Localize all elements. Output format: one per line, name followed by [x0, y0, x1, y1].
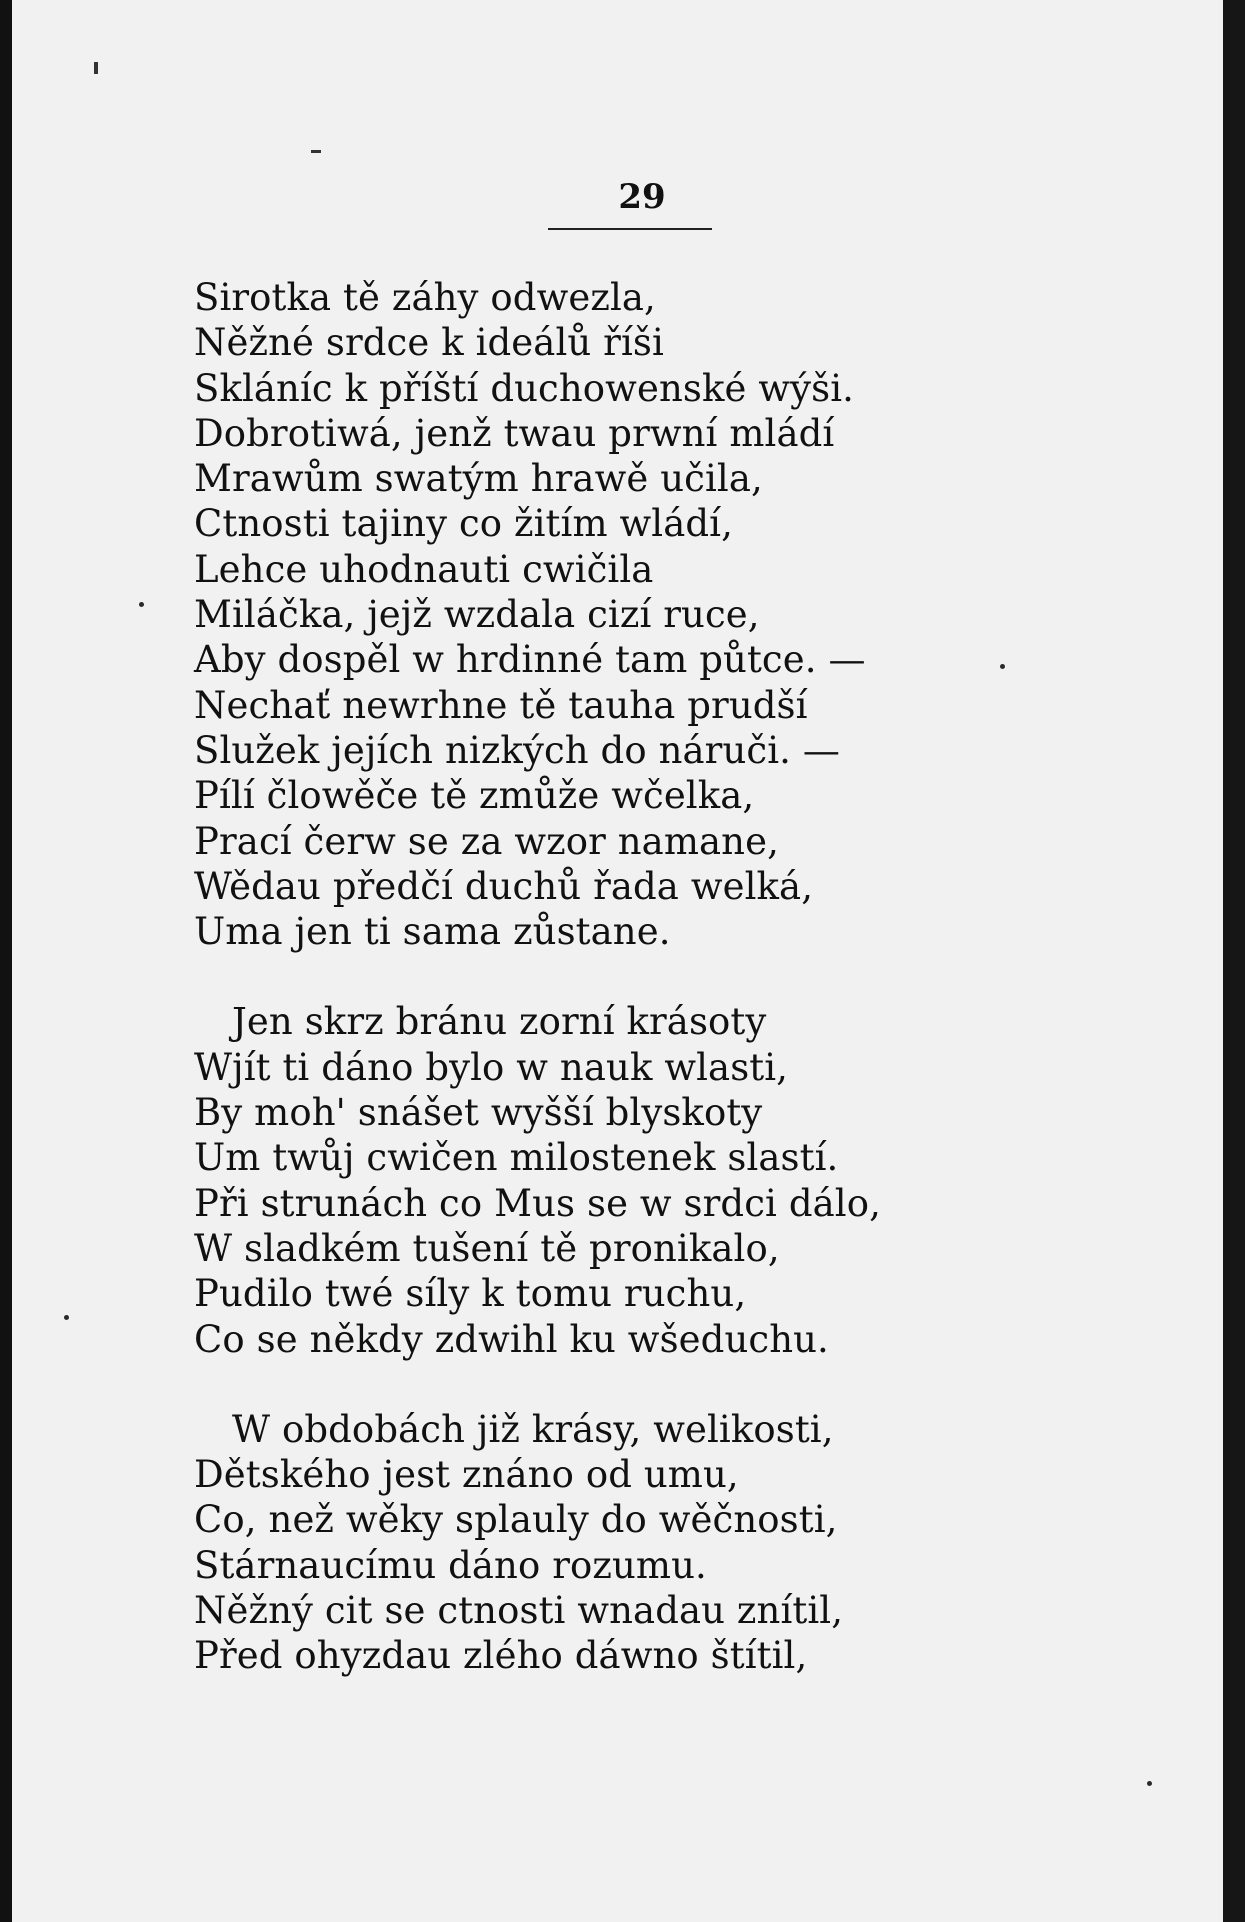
scan-mark	[94, 62, 98, 74]
poem-line: Mrawům swatým hrawě učila,	[194, 457, 763, 501]
poem-line: Dobrotiwá, jenž twau prwní mládí	[194, 411, 835, 455]
poem-line: W sladkém tušení tě pronikalo,	[194, 1226, 780, 1270]
stanza-3	[194, 1407, 1014, 1679]
poem-line: Co se někdy zdwihl ku wšeduchu.	[194, 1317, 829, 1361]
scan-mark	[311, 150, 321, 153]
poem-line: Wjít ti dáno bylo w nauk wlasti,	[194, 1045, 789, 1089]
poem-line: Miláčka, jejž wzdala cizí ruce,	[194, 593, 760, 637]
document-page	[12, 0, 1223, 1922]
scan-dot	[64, 1315, 69, 1320]
poem-line: Nechať newrhne tě tauha prudší	[194, 683, 808, 727]
poem-line: By moh' snášet wyšší blyskoty	[194, 1091, 763, 1135]
page-number: 29	[618, 177, 666, 217]
poem-line: Lehce uhodnauti cwičila	[194, 547, 654, 591]
poem-line: Wědau předčí duchů řada welká,	[194, 864, 814, 908]
poem-line: Uma jen ti sama zůstane.	[194, 910, 671, 954]
poem-line: Služek jejích nizkých do náruči. —	[194, 728, 840, 772]
poem-line: Něžné srdce k ideálů říši	[194, 321, 664, 365]
poem-line: Před ohyzdau zlého dáwno štítil,	[194, 1634, 808, 1678]
stanza-1	[194, 275, 1014, 954]
scan-dot	[1147, 1781, 1152, 1786]
poem-line: Prací čerw se za wzor namane,	[194, 819, 779, 863]
poem-line: Při strunách co Mus se w srdci dálo,	[194, 1181, 881, 1225]
poem-line: Dětského jest znáno od umu,	[194, 1453, 739, 1497]
left-scan-edge	[0, 0, 12, 1922]
poem-line: Pudilo twé síly k tomu ruchu,	[194, 1272, 747, 1316]
stanza-2	[194, 999, 1014, 1361]
scan-dot	[1000, 664, 1005, 669]
poem-text	[194, 275, 1014, 1679]
poem-line: Pílí člowěče tě zmůže wčelka,	[194, 774, 755, 818]
poem-line: Ctnosti tajiny co žitím wládí,	[194, 502, 733, 546]
poem-line: Skláníc k příští duchowenské wýši.	[194, 366, 855, 410]
poem-line: Něžný cit se ctnosti wnadau znítil,	[194, 1589, 844, 1633]
poem-line: Aby dospěl w hrdinné tam půtce. —	[194, 638, 866, 682]
poem-line: Jen skrz bránu zorní krásoty	[232, 1000, 767, 1044]
scan-dot	[139, 602, 144, 607]
page-number-rule	[548, 228, 712, 230]
right-scan-edge	[1223, 0, 1245, 1922]
poem-line: Stárnaucímu dáno rozumu.	[194, 1543, 707, 1587]
poem-line: Sirotka tě záhy odwezla,	[194, 276, 656, 319]
poem-line: W obdobách již krásy, welikosti,	[232, 1407, 834, 1451]
poem-line: Co, než wěky splauly do wěčnosti,	[194, 1498, 838, 1542]
poem-line: Um twůj cwičen milostenek slastí.	[194, 1136, 839, 1180]
